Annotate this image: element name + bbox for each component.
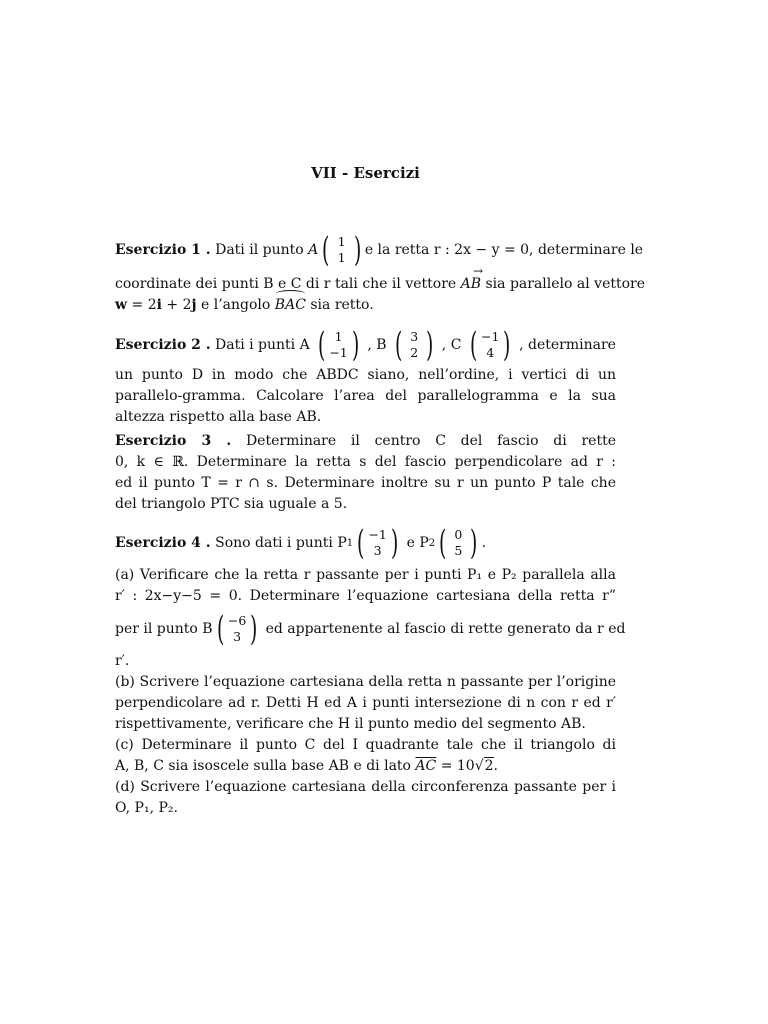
exercise-2-text: , C [441,336,462,353]
right-paren: ) [503,325,511,365]
vector-p1 [354,523,401,563]
vector-entry: 1 [337,250,346,265]
exercise-1 [115,228,646,316]
page-title: VII - Esercizi [311,164,420,182]
vector-entry: −1 [368,527,387,542]
vector-entry: 2 [410,345,419,360]
text: Determinare il centro C del fascio di rette [245,433,616,449]
part-c-line-1: (c) Determinare il punto C del I quadrante tale che il triangolo di [115,737,616,753]
left-paren: ( [216,609,224,649]
exercise-1-text: Dati il punto [215,241,304,258]
vector-entry: 1 [337,234,346,249]
exercise-3 [115,431,616,515]
vector-entry: −1 [481,329,500,344]
vector-b [214,609,261,649]
exercise-4-line-1 [115,521,616,565]
text: = 10 [436,758,475,774]
left-paren: ( [322,230,330,270]
exercise-1-line-3 [115,295,616,316]
right-paren: ) [426,325,434,365]
text: per il punto B [115,620,213,637]
right-paren: ) [470,523,478,563]
vector-c [467,325,514,365]
exercise-2 [115,323,616,428]
unit-vector-i: i [156,297,162,313]
text: . [481,534,487,551]
exercise-4 [115,521,626,819]
text: = 2 [127,297,157,313]
exercise-2-text: , determinare [519,336,616,353]
exercise-2-text: , B [367,336,387,353]
vector-p2 [436,523,481,563]
subscript: 1 [346,537,354,549]
exercise-1-text: e la retta r : 2x − y = 0, determinare le [364,241,644,258]
exercise-3-line-4: del triangolo PTC sia uguale a 5. [115,496,348,512]
vector-ab: → AB [461,274,481,295]
part-b-line-2: perpendicolare ad r. Detti H ed A i punti intersezione di n con r ed r′ [115,695,616,711]
exercise-1-line-1 [115,228,644,272]
subscript: 2 [428,537,436,549]
part-c-line-2 [115,756,616,777]
vector-w: w [115,297,128,313]
angle-bac: BAC [275,295,306,316]
part-b-line-3: rispettivamente, verificare che H il punto medio del segmento AB. [115,716,586,732]
vector-entry: 3 [410,329,419,344]
segment-ac: $\overline{AC}$ [415,758,437,774]
right-paren: ) [351,325,360,365]
part-d-line-2: O, P₁, P₂. [115,800,178,816]
left-paren: ( [439,523,447,563]
exercise-2-line-1 [115,323,616,367]
vector-entry: 5 [454,543,463,558]
vector-entry: 4 [486,345,495,360]
vector-b [392,325,437,365]
exercise-3-line-2: 0, k ∈ ℝ. Determinare la retta s del fascio perpendicolare ad r : [115,454,616,470]
exercise-3-line-3: ed il punto T = r ∩ s. Determinare inoltre su r un punto P tale che [115,475,616,491]
text: e l’angolo [196,297,275,313]
right-paren: ) [250,609,258,649]
sqrt-argument: 2 [484,758,494,774]
vector-entry: −6 [227,613,247,628]
text: + 2 [161,297,192,313]
left-paren: ( [469,325,478,365]
exercise-4-label: Esercizio 4 . [115,534,211,551]
part-a-line-1: (a) Verificare che la retta r passante per i punti P₁ e P₂ parallela alla [115,567,616,583]
text: . [493,758,498,774]
part-a-line-3 [115,607,626,651]
vector-entry: 1 [334,329,343,344]
unit-vector-j: j [191,297,197,313]
text: sia parallelo al vettore [481,276,646,292]
text: e P [406,534,429,551]
exercise-2-text: Dati i punti A [215,336,310,353]
text: Sono dati i punti P [215,534,347,551]
part-a-line-4: r′. [115,653,130,669]
exercise-3-label: Esercizio 3 . [115,433,232,449]
vector-a [315,325,362,365]
sqrt-sign: √ [474,758,484,774]
right-paren: ) [390,523,399,563]
vector-entry: 3 [373,543,382,558]
text: coordinate dei punti B e C di r tali che il vettore [115,276,461,292]
exercise-3-line-1 [115,431,616,452]
part-b-line-1: (b) Scrivere l’equazione cartesiana della retta n passante per l’origine [115,674,616,690]
vector-entry: −1 [329,345,348,360]
exercise-1-label: Esercizio 1 . [115,241,211,258]
vector-a [319,230,364,270]
vector-entry: 0 [454,527,463,542]
part-a-line-2: r′ : 2x−y−5 = 0. Determinare l’equazione cartesiana della retta r” [115,588,616,604]
exercise-1-line-2 [115,274,646,295]
left-paren: ( [357,523,365,563]
part-d-line-1: (d) Scrivere l’equazione cartesiana della circonferenza passante per i [115,779,616,795]
text: sia retto. [305,297,374,313]
vector-entry: 3 [233,629,242,644]
point-a-name: A [308,241,319,258]
text: ed appartenente al fascio di rette generato da r ed [265,620,626,637]
right-paren: ) [353,230,361,270]
exercise-2-body: un punto D in modo che ABDC siano, nell’ordine, i vertici di un parallelo-gramma. Calcolare l’area del parallelogramma e la sua altezza rispetto alla base AB. [115,367,616,425]
left-paren: ( [394,325,403,365]
exercise-2-label: Esercizio 2 . [115,336,211,353]
left-paren: ( [318,325,326,365]
text: A, B, C sia isoscele sulla base AB e di lato [115,758,416,774]
